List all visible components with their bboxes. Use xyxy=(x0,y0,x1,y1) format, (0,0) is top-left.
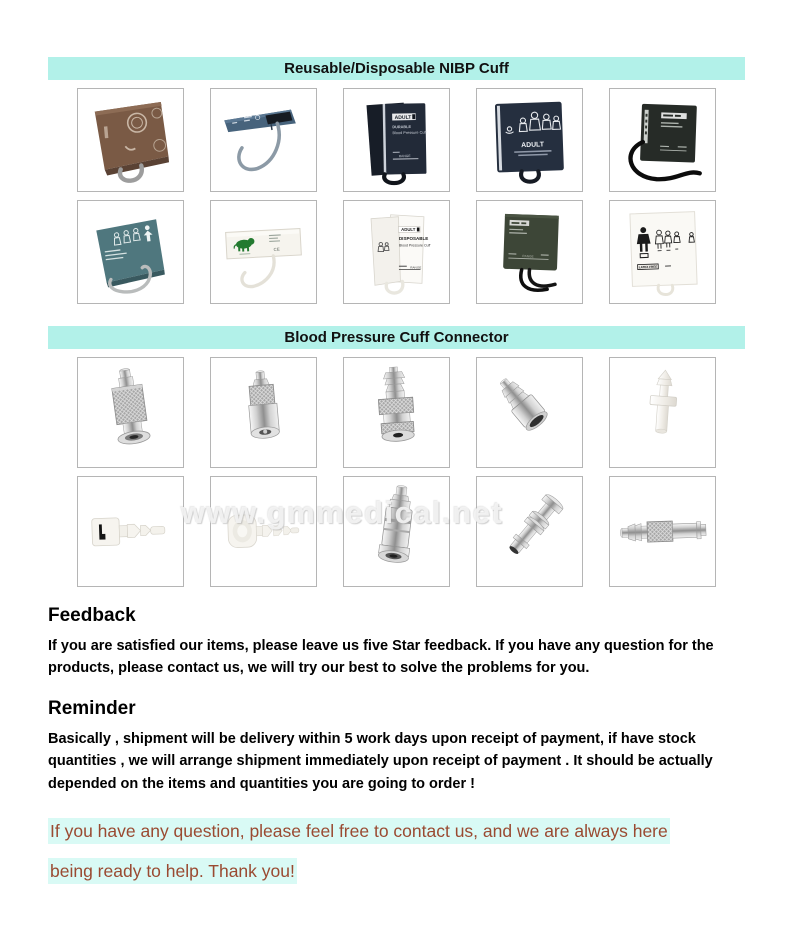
cuff-image-teal xyxy=(77,200,184,304)
connector-image-barbed-knurled xyxy=(343,357,450,468)
cuff-image-navy-adult xyxy=(343,88,450,192)
connector-banner: Blood Pressure Cuff Connector xyxy=(48,326,745,349)
connector-image-white-clip-body xyxy=(77,476,184,587)
disposable-label: DISPOSABLE xyxy=(398,236,429,242)
connector-white-plastic-icon xyxy=(612,360,713,465)
connector-barbed-knurled-icon xyxy=(346,360,447,465)
connector-image-metal-plug xyxy=(476,476,583,587)
cuff-blue-flat-icon xyxy=(213,91,314,189)
cuff-image-brown xyxy=(77,88,184,192)
connector-metal-plug-icon xyxy=(479,479,580,584)
connector-knurled-barrel-icon xyxy=(213,360,314,465)
feedback-body: If you are satisfied our items, please leave us five Star feedback. If you have any question for the products, please contact us, we will try our best to solve the problems for you. xyxy=(48,638,714,677)
contact-line-1-text: If you have any question, please feel free to contact us, and we are always here xyxy=(48,818,670,844)
bpc-label: Blood Pressure Cuff xyxy=(398,243,431,248)
connector-image-metal-coupler xyxy=(343,476,450,587)
cuff-image-blue-flat xyxy=(210,88,317,192)
connector-white-round-body-icon xyxy=(213,479,314,584)
cuff-brown-icon xyxy=(80,91,181,189)
cuff-white-latex-free-icon xyxy=(612,203,713,301)
cuff-image-white-latex-free xyxy=(609,200,716,304)
latex-free-label: LATEX FREE xyxy=(638,264,658,270)
nibp-cuff-banner: Reusable/Disposable NIBP Cuff xyxy=(48,57,745,80)
cuff-grid xyxy=(48,88,745,304)
cuff-white-lion-icon xyxy=(213,203,314,301)
durable-label: DURABLE xyxy=(392,124,412,130)
reminder-body: Basically , shipment will be delivery within 5 work days upon receipt of payment, if have stock quantities , we will arrange shipment immediately upon receipt of payment . It should be actually depended on the items and quantities you are going to order ! xyxy=(48,730,713,792)
connector-image-horizontal-knurled xyxy=(609,476,716,587)
feedback-title: Feedback xyxy=(48,605,136,626)
connector-grid xyxy=(48,357,745,587)
contact-line-2-text: being ready to help. Thank you! xyxy=(48,858,297,884)
reminder-title: Reminder xyxy=(48,697,136,719)
connector-horizontal-knurled-icon xyxy=(612,479,713,584)
range-label: RANGE xyxy=(398,154,411,159)
product-description xyxy=(0,57,793,882)
watermark: www.gmmedical.net xyxy=(181,495,504,530)
bpc-label: Blood Pressure Cuff xyxy=(392,130,427,136)
contact-note xyxy=(48,821,745,882)
cuff-image-dark-single-tube xyxy=(609,88,716,192)
cuff-image-olive-two-tube xyxy=(476,200,583,304)
adult-label: ADULT xyxy=(521,141,545,150)
cuff-image-white-lion xyxy=(210,200,317,304)
adult-label: ADULT xyxy=(401,227,416,233)
connector-metal-coupler-icon xyxy=(346,479,447,584)
cuff-teal-icon xyxy=(80,203,181,301)
range-label: RANGE xyxy=(522,254,534,259)
connector-image-white-plastic xyxy=(609,357,716,468)
connector-image-barbed-metal xyxy=(476,357,583,468)
connector-knurled-flange-icon xyxy=(80,360,181,465)
contact-line-2 xyxy=(48,861,745,882)
cuff-image-white-disposable xyxy=(343,200,450,304)
connector-image-knurled-flange xyxy=(77,357,184,468)
connector-barbed-metal-icon xyxy=(479,360,580,465)
cuff-white-disposable-icon xyxy=(346,203,447,301)
ce-mark: CE xyxy=(273,246,280,252)
adult-label: ADULT xyxy=(394,114,412,122)
connector-white-clip-body-icon xyxy=(80,479,181,584)
cuff-olive-two-tube-icon xyxy=(479,203,580,301)
contact-line-1 xyxy=(48,821,745,842)
cuff-image-navy-family xyxy=(476,88,583,192)
cuff-navy-family-icon xyxy=(479,91,580,189)
range-label: RANGE xyxy=(410,265,422,270)
connector-image-white-round-body xyxy=(210,476,317,587)
cuff-dark-single-tube-icon xyxy=(612,91,713,189)
cuff-navy-adult-icon xyxy=(346,91,447,189)
connector-image-knurled-barrel xyxy=(210,357,317,468)
